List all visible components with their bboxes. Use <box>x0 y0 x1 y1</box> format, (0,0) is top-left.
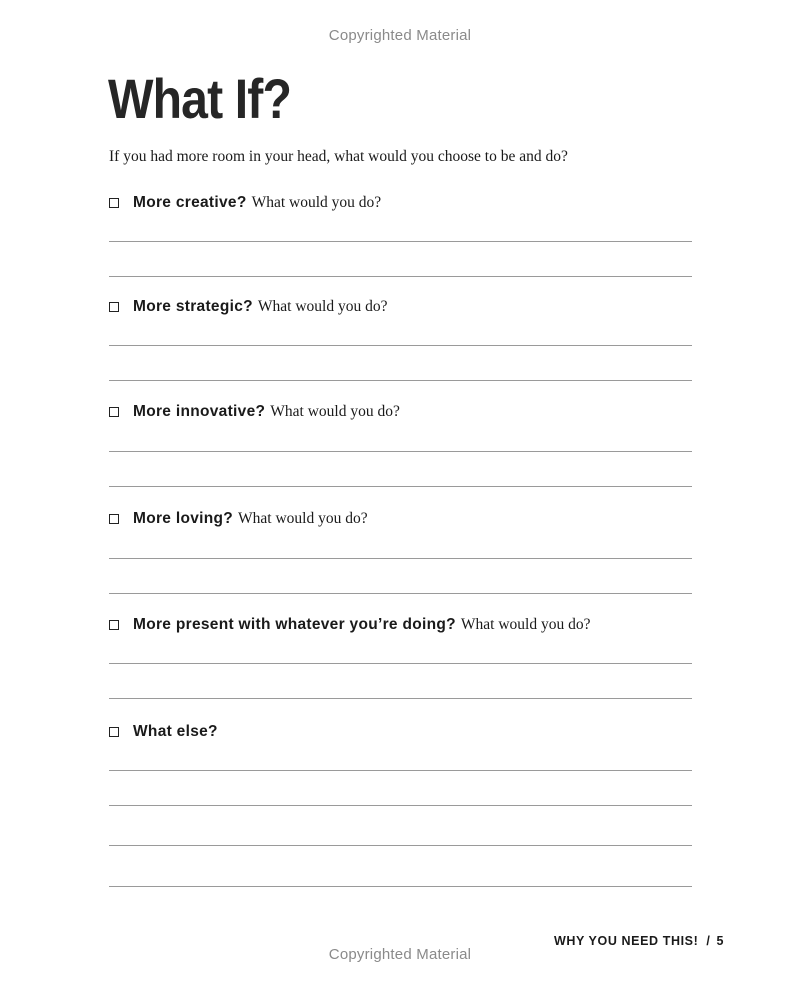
answer-line[interactable] <box>109 241 692 242</box>
checkbox-strategic[interactable] <box>109 302 119 312</box>
question-prompt: What would you do? <box>251 194 382 211</box>
answer-line[interactable] <box>109 805 692 806</box>
page-title: What If? <box>108 67 292 130</box>
question-label: More creative? <box>133 194 247 211</box>
question-prompt: What would you do? <box>270 403 400 420</box>
answer-line[interactable] <box>109 886 692 887</box>
question-creative <box>109 192 381 214</box>
answer-line[interactable] <box>109 593 692 594</box>
question-label: More present with whatever you’re doing? <box>133 616 456 633</box>
question-loving <box>109 508 368 530</box>
answer-line[interactable] <box>109 380 692 381</box>
question-label: More innovative? <box>133 403 266 420</box>
copyright-watermark-top: Copyrighted Material <box>328 27 472 44</box>
question-innovative <box>109 401 400 423</box>
answer-line[interactable] <box>109 845 692 846</box>
footer-section-title: WHY YOU NEED THIS! <box>553 934 699 948</box>
answer-line[interactable] <box>109 558 692 559</box>
question-present <box>109 614 591 636</box>
checkbox-present[interactable] <box>109 620 119 630</box>
checkbox-innovative[interactable] <box>109 407 119 417</box>
answer-line[interactable] <box>109 770 692 771</box>
question-what-else <box>109 721 218 743</box>
copyright-watermark-bottom: Copyrighted Material <box>328 946 472 963</box>
intro-text: If you had more room in your head, what would you choose to be and do? <box>109 148 568 165</box>
question-prompt: What would you do? <box>460 616 591 633</box>
answer-line[interactable] <box>109 663 692 664</box>
page-number: 5 <box>716 934 724 948</box>
checkbox-loving[interactable] <box>109 514 119 524</box>
checkbox-what-else[interactable] <box>109 727 119 737</box>
footer-separator: / <box>706 934 711 948</box>
answer-line[interactable] <box>109 345 692 346</box>
answer-line[interactable] <box>109 276 692 277</box>
question-label: More loving? <box>133 510 234 527</box>
question-strategic <box>109 296 388 318</box>
answer-line[interactable] <box>109 486 692 487</box>
question-prompt: What would you do? <box>238 510 368 527</box>
question-label: More strategic? <box>133 298 253 315</box>
answer-line[interactable] <box>109 451 692 452</box>
question-label: What else? <box>133 723 218 740</box>
answer-line[interactable] <box>109 698 692 699</box>
checkbox-creative[interactable] <box>109 198 119 208</box>
question-prompt: What would you do? <box>257 298 388 315</box>
